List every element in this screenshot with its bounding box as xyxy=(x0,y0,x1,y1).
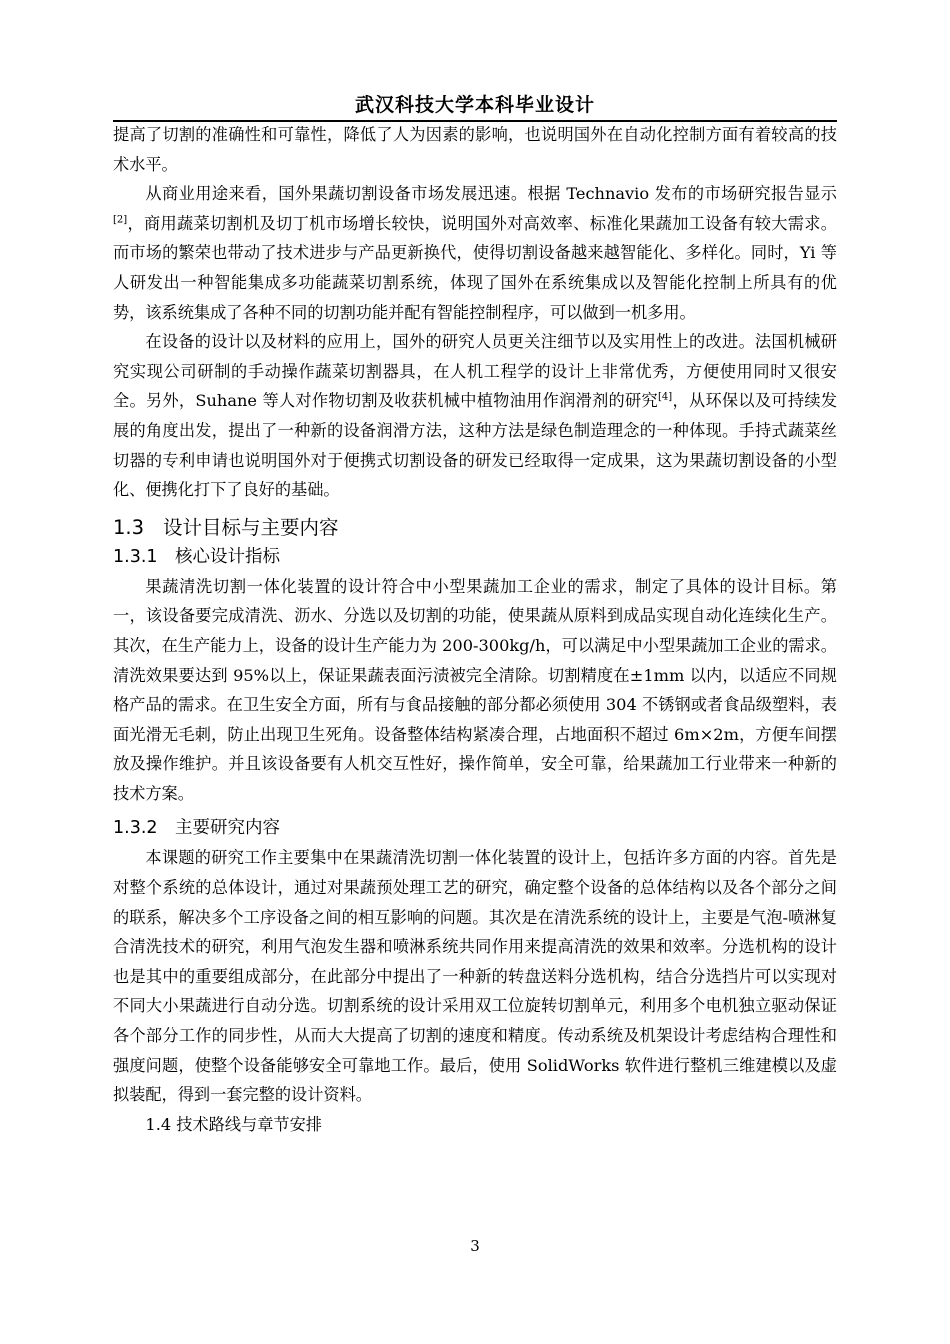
subsection-title: 核心设计指标 xyxy=(175,546,280,567)
page-number: 3 xyxy=(470,1237,480,1255)
paragraph-3-text-a: 在设备的设计以及材料的应用上，国外的研究人员更关注细节以及实用性上的改进。法国机械研究实现公司研制的手动操作蔬菜切割器具，在人机工程学的设计上非常优秀，方便使用同时又很安全。另外，Suhane 等人对作物切割及收获机械中植物油用作润滑剂的研究 xyxy=(113,332,837,411)
paragraph-5: 本课题的研究工作主要集中在果蔬清洗切割一体化装置的设计上，包括许多方面的内容。首先是对整个系统的总体设计，通过对果蔬预处理工艺的研究，确定整个设备的总体结构以及各个部分之间的联系，解决多个工序设备之间的相互影响的问题。其次是在清洗系统的设计上，主要是气泡-喷淋复合清洗技术的研究，利用气泡发生器和喷淋系统共同作用来提高清洗的效果和效率。分选机构的设计也是其中的重要组成部分，在此部分中提出了一种新的转盘送料分选机构，结合分选挡片可以实现对不同大小果蔬进行自动分选。切割系统的设计采用双工位旋转切割单元，利用多个电机独立驱动保证各个部分工作的同步性，从而大大提高了切割的速度和精度。传动系统及机架设计考虑结构合理性和强度问题，使整个设备能够安全可靠地工作。最后，使用 SolidWorks 软件进行整机三维建模以及虚拟装配，得到一套完整的设计资料。 xyxy=(113,848,837,1105)
paragraph-3-text-b: ，从环保以及可持续发展的角度出发，提出了一种新的设备润滑方法，这种方法是绿色制造理念的一种体现。手持式蔬菜丝切器的专利申请也说明国外对于便携式切割设备的研发已经取得一定成果，这为果蔬切割设备的小型化、便携化打下了良好的基础。 xyxy=(113,391,838,500)
subsection-number: 1.3.1 xyxy=(113,546,158,567)
subsection-number: 1.3.2 xyxy=(113,818,158,839)
section-title: 设计目标与主要内容 xyxy=(163,515,339,539)
paragraph-1: 提高了切割的准确性和可靠性，降低了人为因素的影响，也说明国外在自动化控制方面有着较高的技术水平。 xyxy=(113,125,837,174)
section-number: 1.3 xyxy=(113,515,145,539)
subsection-title: 主要研究内容 xyxy=(175,818,280,839)
paragraph-4: 果蔬清洗切割一体化装置的设计符合中小型果蔬加工企业的需求，制定了具体的设计目标。第一，该设备要完成清洗、沥水、分选以及切割的功能，使果蔬从原料到成品实现自动化连续化生产。其次，在生产能力上，设备的设计生产能力为 200-300kg/h，可以满足中小型果蔬加工企业的需求。清洗效果要达到 95%以上，保证果蔬表面污渍被完全清除。切割精度在±1mm 以内，以适应不同规格产品的需求。在卫生安全方面，所有与食品接触的部分都必须使用 304 不锈钢或者食品级塑料，表面光滑无毛刺，防止出现卫生死角。设备整体结构紧凑合理，占地面积不超过 6m×2m，方便车间摆放及操作维护。并且该设备要有人机交互性好，操作简单，安全可靠，给果蔬加工行业带来一种新的技术方案。 xyxy=(113,576,837,803)
paragraph-2-text-a: 从商业用途来看，国外果蔬切割设备市场发展迅速。根据 Technavio 发布的市场研究报告显示 xyxy=(145,184,837,204)
body-text xyxy=(113,120,837,1139)
header-title: 武汉科技大学本科毕业设计 xyxy=(354,94,595,116)
subsection-heading-1-3-1 xyxy=(113,543,837,572)
subsection-heading-1-3-2 xyxy=(113,814,837,843)
paragraph-2 xyxy=(113,179,837,327)
paragraph-2-text-b: ，商用蔬菜切割机及切丁机市场增长较快，说明国外对高效率、标准化果蔬加工设备有较大需求。而市场的繁荣也带动了技术进步与产品更新换代，使得切割设备越来越智能化、多样化。同时，Yi 等人研发出一种智能集成多功能蔬菜切割系统，体现了国外在系统集成以及智能化控制上所具有的优势，该系统集成了各种不同的切割功能并配有智能控制程序，可以做到一机多用。 xyxy=(113,213,837,322)
citation-2: [2] xyxy=(113,214,128,226)
paragraph-3 xyxy=(113,327,837,505)
section-heading-1-3 xyxy=(113,513,837,543)
citation-4: [4] xyxy=(658,391,673,403)
paragraph-6: 1.4 技术路线与章节安排 xyxy=(145,1114,322,1134)
